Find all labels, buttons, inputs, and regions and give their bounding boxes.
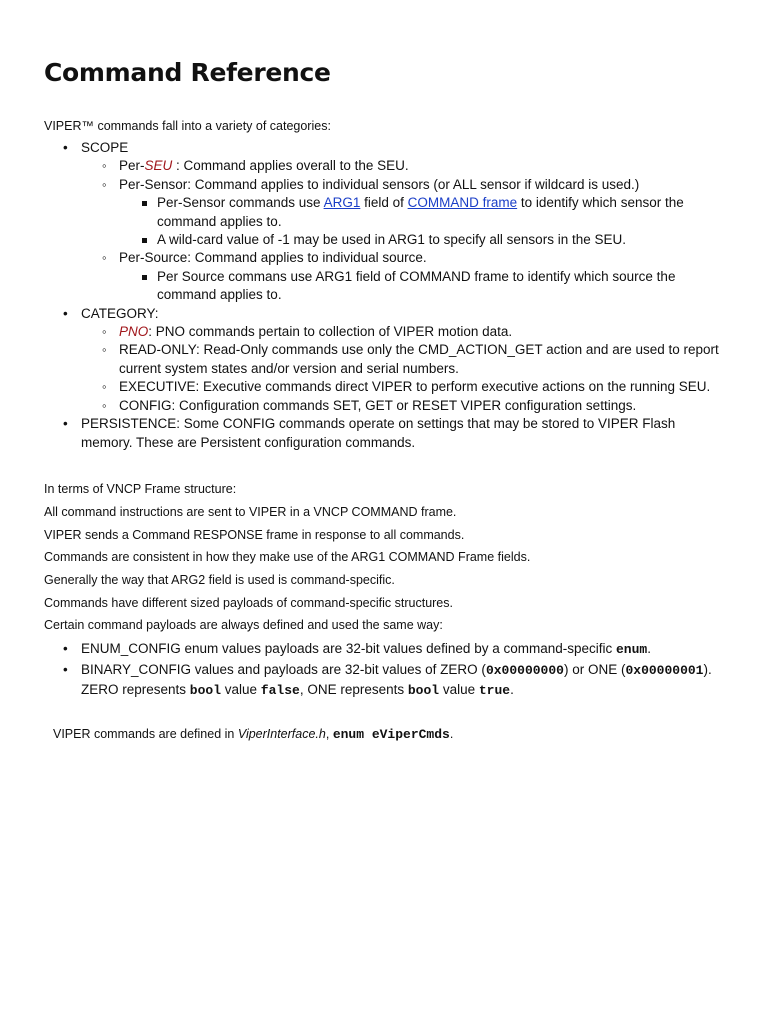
false-code: false — [260, 683, 300, 698]
list-item-scope — [81, 139, 726, 305]
intro-text: VIPER™ commands fall into a variety of categories: — [44, 119, 331, 133]
binary-text-5: , ONE represents — [299, 682, 408, 697]
wildcard-text: A wild-card value of -1 may be used in ARG1 to specify all sensors in the SEU. — [157, 232, 626, 248]
persistence-text: PERSISTENCE: Some CONFIG commands operate on settings that may be stored to VIPER Flash memory. These are Persistent configuration commands. — [81, 416, 676, 450]
binary-text-6: value — [439, 682, 479, 697]
footer-note — [53, 726, 453, 743]
executive-text: EXECUTIVE: Executive commands direct VIPER to perform executive actions on the running SEU. — [119, 379, 711, 395]
bool-code-1: bool — [189, 683, 222, 698]
one-code: 0x00000001 — [625, 662, 704, 678]
list-item-read-only — [81, 341, 726, 378]
per-sensor-sublist — [119, 194, 726, 249]
list-item-binary-config — [81, 660, 741, 701]
per-seu-prefix: Per- — [119, 158, 145, 174]
list-item-pno — [81, 323, 726, 341]
vncp-line-1: All command instructions are sent to VIPER in a VNCP COMMAND frame. — [44, 505, 457, 519]
vncp-heading: In terms of VNCP Frame structure: — [44, 482, 237, 496]
per-source-sub-text: Per Source commans use ARG1 field of COMMAND frame to identify which source the command applies to. — [157, 268, 676, 303]
list-item-per-source-arg1 — [119, 268, 726, 305]
scope-label: SCOPE — [81, 140, 129, 155]
per-sensor-sub1-middle: field of — [360, 195, 408, 211]
footer-end: . — [449, 727, 454, 741]
read-only-text: READ-ONLY: Read-Only commands use only the CMD_ACTION_GET action and are used to report current system states and/or version and serial numbers. — [119, 342, 719, 376]
list-item-enum-config — [81, 639, 741, 660]
per-sensor-sub1-before: Per-Sensor commands use — [157, 195, 324, 211]
per-sensor-sub1-after: to identify which sensor the command applies to. — [157, 195, 684, 229]
binary-text-1: BINARY_CONFIG values and payloads are 32-bit values of ZERO ( — [81, 661, 486, 677]
list-item-per-sensor — [81, 176, 726, 250]
binary-text-3: ). ZERO represents — [81, 661, 712, 697]
vncp-line-3: Commands are consistent in how they make use of the ARG1 COMMAND Frame fields. — [44, 550, 531, 564]
list-item-config — [81, 397, 726, 415]
page-title: Command Reference — [44, 58, 331, 87]
list-item-per-seu — [81, 157, 726, 175]
enum-config-end: . — [647, 641, 651, 656]
zero-code: 0x00000000 — [485, 662, 564, 678]
binary-text-4: value — [221, 682, 261, 697]
binary-text-2: ) or ONE ( — [563, 661, 626, 677]
list-item-persistence — [81, 415, 726, 452]
pno-term: PNO — [119, 324, 149, 340]
vncp-line-5: Commands have different sized payloads of command-specific structures. — [44, 596, 453, 610]
scope-sublist — [81, 157, 726, 304]
command-frame-link[interactable]: COMMAND frame — [407, 195, 518, 211]
binary-text-7: . — [510, 682, 514, 697]
per-sensor-text: Per-Sensor: Command applies to individual sensors (or ALL sensor if wildcard is used.) — [119, 176, 640, 192]
enum-config-text: ENUM_CONFIG enum values payloads are 32-bit values defined by a command-specific — [81, 641, 616, 656]
category-sublist — [81, 323, 726, 415]
footer-sep: , — [325, 727, 333, 741]
list-item-executive — [81, 378, 726, 396]
config-text: CONFIG: Configuration commands SET, GET or RESET VIPER configuration settings. — [119, 397, 637, 413]
list-item-per-sensor-arg1 — [119, 194, 726, 231]
enum-code: enum — [616, 642, 648, 657]
list-item-wildcard — [119, 231, 726, 249]
enum-name-code: enum eViperCmds — [332, 727, 450, 742]
vncp-line-6: Certain command payloads are always defined and used the same way: — [44, 618, 443, 632]
per-source-text: Per-Source: Command applies to individual source. — [119, 250, 427, 266]
vncp-line-2: VIPER sends a Command RESPONSE frame in response to all commands. — [44, 528, 465, 542]
per-seu-text: : Command applies overall to the SEU. — [172, 158, 409, 174]
bool-code-2: bool — [407, 683, 440, 698]
categories-list — [81, 139, 726, 452]
arg1-link[interactable]: ARG1 — [323, 195, 361, 211]
vncp-line-4: Generally the way that ARG2 field is used is command-specific. — [44, 573, 395, 587]
pno-text: : PNO commands pertain to collection of VIPER motion data. — [148, 324, 513, 340]
header-filename: ViperInterface.h — [237, 727, 326, 741]
category-label: CATEGORY: — [81, 305, 159, 321]
true-code: true — [478, 683, 511, 698]
seu-term: SEU — [144, 158, 173, 174]
per-source-sublist — [119, 268, 726, 305]
payloads-list — [81, 639, 741, 701]
list-item-per-source — [81, 249, 726, 304]
list-item-category — [81, 305, 726, 415]
footer-prefix: VIPER commands are defined in — [53, 727, 238, 741]
